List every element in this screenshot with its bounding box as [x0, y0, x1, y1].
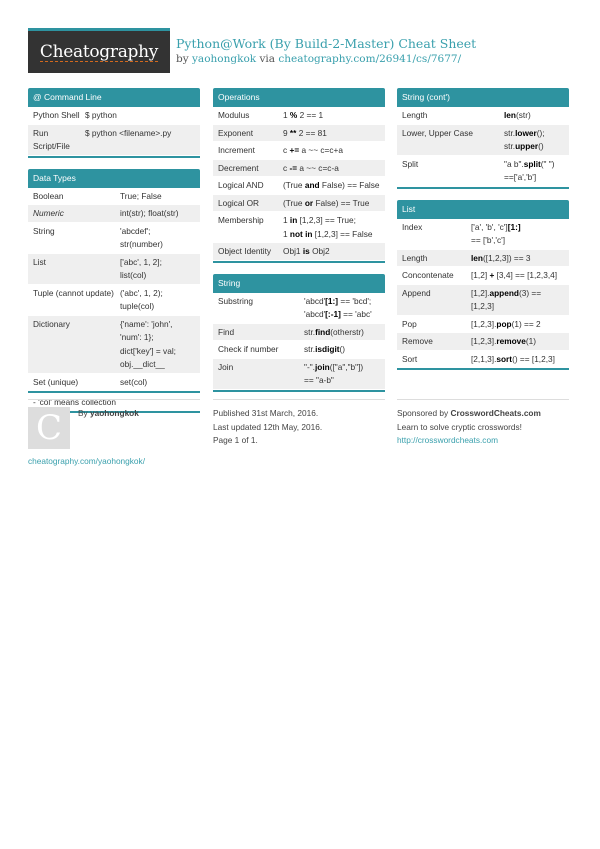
keyword: [1:] — [325, 295, 339, 306]
value-line — [471, 287, 564, 314]
row-value — [120, 318, 195, 372]
keyword: lower — [515, 127, 537, 138]
footer-dates — [213, 399, 385, 448]
value-line — [471, 335, 564, 349]
table-row — [213, 160, 385, 178]
row-value — [471, 269, 564, 283]
section-operations — [213, 88, 385, 263]
row-value — [283, 197, 380, 211]
table-row — [213, 195, 385, 213]
row-key: Pop — [402, 318, 417, 329]
value-line — [120, 225, 195, 239]
footer-author-name: yaohongkok — [90, 408, 139, 418]
value-line — [120, 376, 195, 390]
keyword: + — [489, 270, 495, 280]
table-row — [213, 177, 385, 195]
table-row — [28, 223, 200, 254]
value-text: [2,1,3]. — [471, 353, 497, 364]
section-note: - 'col' means collection — [28, 391, 200, 411]
value-text: [1,2,3] == False — [312, 228, 373, 239]
value-line — [504, 171, 564, 185]
keyword: pop — [496, 318, 512, 329]
value-text: (True — [283, 180, 305, 190]
row-value — [283, 144, 380, 158]
value-text: == 'bcd'; — [338, 295, 372, 306]
section-title: String (cont') — [397, 88, 569, 107]
table-row — [213, 243, 385, 261]
row-value — [504, 158, 564, 185]
row-key: Substring — [218, 295, 254, 306]
published-date: Published 31st March, 2016. — [213, 408, 319, 418]
section-string — [213, 274, 385, 392]
keyword: [:-1] — [325, 309, 341, 319]
value-line — [85, 127, 195, 141]
row-value — [283, 162, 380, 176]
keyword: len — [471, 252, 483, 263]
table-row — [397, 219, 569, 250]
value-line — [120, 287, 195, 301]
row-key: Run Script/File — [33, 127, 70, 151]
value-line — [283, 245, 380, 259]
column-3 — [397, 88, 569, 381]
keyword: ** — [289, 127, 297, 138]
table-row — [397, 333, 569, 351]
table-row — [213, 293, 385, 324]
value-line — [471, 269, 564, 283]
table-row — [397, 156, 569, 187]
value-text: [1,2,3]. — [471, 318, 497, 329]
value-line — [504, 127, 564, 141]
table-row — [28, 205, 200, 223]
value-text: 1 — [283, 228, 290, 239]
row-value — [120, 287, 195, 314]
value-line — [471, 318, 564, 332]
keyword: remove — [496, 336, 526, 346]
row-key: Set (unique) — [33, 376, 79, 387]
value-text: [1,2]. — [471, 287, 490, 298]
row-value — [120, 376, 195, 390]
footer-author: C By yaohongkok cheatography.com/yaohongkok/ — [28, 399, 200, 469]
row-value — [120, 190, 195, 204]
value-line — [120, 190, 195, 204]
value-text: (1) == 2 — [511, 318, 541, 329]
row-value — [304, 361, 380, 388]
row-key: Concontenate — [402, 270, 454, 280]
value-text: $ python <filename>.py — [85, 127, 172, 138]
row-value — [283, 245, 380, 259]
row-value — [504, 127, 564, 154]
table-row — [28, 316, 200, 374]
value-text: set(col) — [120, 376, 148, 387]
value-line — [283, 179, 380, 193]
section-title: Operations — [213, 88, 385, 107]
value-text: False) == True — [313, 197, 370, 208]
sponsor-tagline: Learn to solve cryptic crosswords! — [397, 421, 522, 432]
row-value — [283, 109, 380, 123]
table-row — [397, 250, 569, 268]
value-line — [304, 343, 380, 357]
value-text: 1 — [283, 215, 290, 225]
row-key: Modulus — [218, 110, 250, 120]
table-row — [397, 285, 569, 316]
keyword: append — [489, 287, 519, 298]
value-line — [120, 318, 195, 345]
section-data-types — [28, 169, 200, 414]
row-value — [471, 252, 564, 266]
row-value — [471, 335, 564, 349]
value-line — [283, 162, 380, 176]
row-value — [504, 109, 564, 123]
table-row — [213, 125, 385, 143]
keyword: split — [523, 158, 541, 169]
section-title: List — [397, 200, 569, 219]
column-2 — [213, 88, 385, 403]
value-text: () — [538, 141, 544, 151]
row-key: Index — [402, 221, 423, 232]
keyword: -= — [289, 162, 298, 173]
value-text: [1,2,3]. — [471, 336, 497, 346]
row-key: Decrement — [218, 162, 259, 173]
value-text: tuple(col) — [120, 301, 155, 311]
value-line — [504, 140, 564, 154]
value-text: (1) — [525, 336, 537, 346]
value-line — [120, 345, 195, 359]
value-text: ([1,2,3]) == 3 — [483, 252, 531, 263]
row-key: Length — [402, 252, 428, 263]
value-text: dict['key'] = val; — [120, 345, 176, 356]
column-1 — [28, 88, 200, 424]
value-text: (); — [536, 127, 545, 138]
row-value — [85, 109, 195, 123]
value-line — [283, 197, 380, 211]
value-text: [1,2] — [471, 270, 490, 280]
sheet-url-link[interactable]: cheatography.com/26941/cs/7677/ — [278, 53, 462, 65]
table-row — [213, 142, 385, 160]
keyword: % — [289, 110, 298, 120]
row-key: Numeric — [33, 208, 64, 218]
table-row — [213, 107, 385, 125]
author-link[interactable]: yaohongkok — [192, 53, 257, 65]
value-text: 1 — [283, 110, 290, 120]
row-key: Python Shell — [33, 110, 80, 120]
table-row — [397, 125, 569, 156]
value-text: () — [339, 344, 346, 354]
value-text: 'abcdef'; — [120, 225, 151, 236]
row-key: Boolean — [33, 190, 64, 201]
value-text: (" ") — [540, 158, 555, 169]
value-text: () == [1,2,3] — [512, 353, 555, 364]
value-text: == ['b','c'] — [471, 235, 506, 245]
value-text: str. — [304, 344, 316, 354]
value-text: c — [283, 162, 290, 173]
row-value — [120, 225, 195, 252]
row-value — [120, 256, 195, 283]
table-row — [213, 212, 385, 243]
value-line — [304, 374, 380, 388]
table-row — [397, 316, 569, 334]
value-line — [120, 269, 195, 283]
table-row — [213, 359, 385, 390]
value-text: obj.__dict__ — [120, 359, 165, 369]
table-row — [397, 267, 569, 285]
row-key: Length — [402, 110, 428, 120]
sponsor-link[interactable]: http://crosswordcheats.com — [397, 435, 498, 445]
value-line — [120, 358, 195, 372]
value-text: str. — [304, 326, 316, 337]
value-text: True; False — [120, 190, 162, 201]
row-value — [283, 214, 380, 241]
page-count: Page 1 of 1. — [213, 435, 258, 445]
row-value — [283, 127, 380, 141]
value-line — [304, 326, 380, 340]
value-line — [283, 228, 380, 242]
value-line — [120, 207, 195, 221]
row-key: Logical AND — [218, 180, 264, 190]
section-title: String — [213, 274, 385, 293]
keyword: join — [314, 361, 330, 372]
row-value — [471, 353, 564, 367]
value-line — [304, 361, 380, 375]
keyword: and — [304, 180, 320, 190]
footer-sponsor: Sponsored by CrosswordCheats.com Learn to solve cryptic crosswords! http://crosswordcheats.com — [397, 399, 569, 448]
keyword: upper — [515, 141, 539, 151]
row-key: Membership — [218, 215, 264, 225]
row-key: Split — [402, 158, 419, 169]
value-text: ['a', 'b', 'c'] — [471, 221, 508, 232]
value-text: $ python — [85, 110, 117, 120]
keyword: isdigit — [315, 344, 340, 354]
keyword: find — [315, 326, 331, 337]
row-value — [471, 287, 564, 314]
row-value — [85, 127, 195, 154]
value-line — [85, 109, 195, 123]
row-key: Exponent — [218, 127, 254, 138]
table-row — [213, 341, 385, 359]
row-key: Find — [218, 326, 235, 337]
keyword: not in — [289, 228, 313, 239]
value-text: 'abcd' — [304, 309, 326, 319]
value-text: 2 == 1 — [297, 110, 324, 120]
value-line — [471, 221, 564, 235]
value-line — [304, 308, 380, 322]
value-text: 9 — [283, 127, 290, 138]
value-line — [504, 158, 564, 172]
profile-link[interactable]: cheatography.com/yaohongkok/ — [28, 456, 145, 466]
row-key: Dictionary — [33, 318, 70, 329]
value-text: == 'abc' — [340, 309, 372, 319]
table-row — [28, 125, 200, 156]
value-text: Obj1 — [283, 246, 303, 256]
value-line — [304, 295, 380, 309]
row-value — [120, 207, 195, 221]
value-line — [283, 109, 380, 123]
row-value — [304, 343, 380, 357]
value-line — [471, 234, 564, 248]
value-text: ('abc', 1, 2); — [120, 287, 163, 298]
keyword: [1:] — [507, 221, 521, 232]
section--command-line — [28, 88, 200, 158]
value-text: ==['a','b'] — [504, 172, 537, 182]
value-text: c — [283, 145, 290, 155]
value-line — [504, 109, 564, 123]
value-text: str(number) — [120, 239, 163, 249]
row-key: Check if number — [218, 344, 279, 354]
table-row — [28, 188, 200, 206]
row-key: Sort — [402, 353, 418, 364]
table-row — [213, 324, 385, 342]
keyword: in — [289, 215, 298, 225]
row-key: Remove — [402, 336, 433, 346]
section-title: @ Command Line — [28, 88, 200, 107]
table-row — [28, 285, 200, 316]
table-row — [397, 107, 569, 125]
page-title: Python@Work (By Build-2-Master) Cheat Sheet — [176, 36, 477, 51]
row-key: List — [33, 256, 46, 267]
row-key: Join — [218, 361, 234, 372]
value-line — [120, 300, 195, 314]
section-list — [397, 200, 569, 371]
table-row — [397, 351, 569, 369]
value-text: str. — [504, 141, 516, 151]
row-key: Tuple (cannot update) — [33, 287, 114, 298]
row-key: String — [33, 225, 55, 236]
value-text: Obj2 — [309, 246, 330, 256]
value-text: str. — [504, 127, 516, 138]
value-text: (otherstr) — [330, 326, 364, 337]
row-value — [283, 179, 380, 193]
row-key: Increment — [218, 145, 255, 155]
keyword: is — [302, 246, 310, 256]
value-text: int(str); float(str) — [120, 208, 179, 218]
cheatography-logo[interactable]: Cheatography — [28, 28, 170, 73]
row-key: Lower, Upper Case — [402, 127, 474, 138]
value-text: [1,2,3] == True; — [297, 215, 356, 225]
value-line — [283, 214, 380, 228]
value-text: == "a-b" — [304, 375, 334, 385]
row-value — [471, 318, 564, 332]
value-text: (["a","b"]) — [329, 361, 364, 372]
value-text: (str) — [516, 110, 531, 120]
table-row — [28, 107, 200, 125]
keyword: len — [504, 110, 516, 120]
value-text: [3,4] == [1,2,3,4] — [494, 270, 558, 280]
byline: by yaohongkok via cheatography.com/26941/cs/7677/ — [176, 53, 462, 65]
row-value — [471, 221, 564, 248]
value-text: (True — [283, 197, 305, 208]
row-key: Logical OR — [218, 197, 260, 208]
sponsor-name: CrosswordCheats.com — [450, 408, 541, 418]
value-text: 2 == 81 — [296, 127, 327, 138]
value-line — [283, 144, 380, 158]
value-text: ['abc', 1, 2]; — [120, 256, 162, 267]
row-value — [304, 326, 380, 340]
value-line — [471, 252, 564, 266]
keyword: += — [289, 145, 300, 155]
value-text: list(col) — [120, 270, 147, 280]
section-string-cont — [397, 88, 569, 189]
value-text: a ~~ c=c-a — [297, 162, 339, 173]
updated-date: Last updated 12th May, 2016. — [213, 421, 323, 432]
value-line — [471, 353, 564, 367]
keyword: or — [304, 197, 314, 208]
row-key: Object Identity — [218, 246, 272, 256]
value-text: (3) == [1,2,3] — [471, 287, 542, 311]
table-row — [28, 254, 200, 285]
value-text: {'name': 'john', 'num': 1}; — [120, 318, 173, 342]
value-text: 'abcd' — [304, 295, 326, 306]
value-line — [283, 127, 380, 141]
value-text: "-". — [304, 361, 315, 372]
keyword: sort — [496, 353, 513, 364]
table-row — [28, 374, 200, 392]
avatar: C — [28, 407, 70, 449]
value-line — [120, 256, 195, 270]
row-value — [304, 295, 380, 322]
value-text: a ~~ c=c+a — [299, 145, 343, 155]
value-text: "a b". — [504, 158, 524, 169]
section-title: Data Types — [28, 169, 200, 188]
row-key: Append — [402, 287, 431, 298]
value-text: False) == False — [319, 180, 380, 190]
value-line — [120, 238, 195, 252]
